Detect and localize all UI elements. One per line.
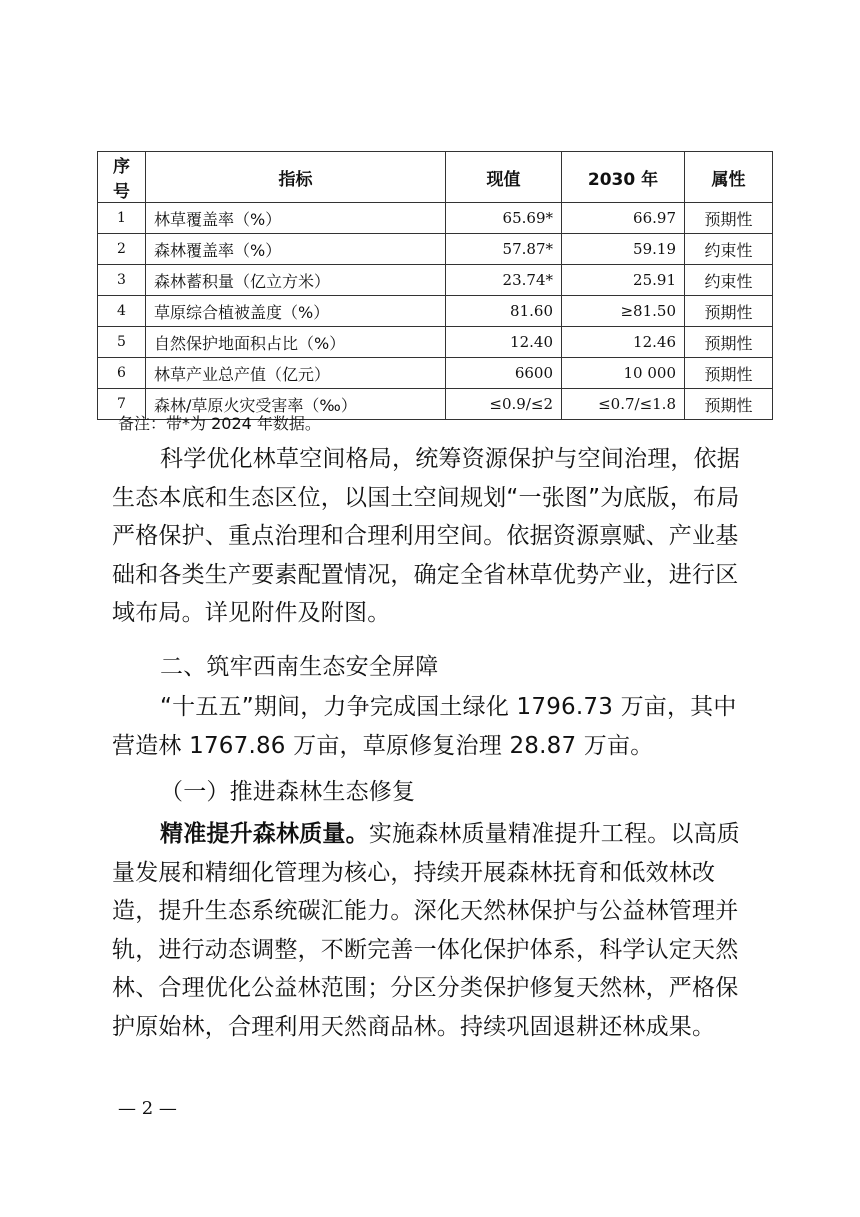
row-no: 6	[98, 358, 146, 389]
table-note: 备注：带*为 2024 年数据。	[118, 414, 321, 433]
row-value: 23.74*	[446, 265, 562, 296]
header-2030: 2030 年	[562, 152, 685, 203]
row-attr: 预期性	[685, 358, 773, 389]
paragraph-text: 实施森林质量精准提升工程。以高质量发展和精细化管理为核心，持续开展森林抚育和低效林改造，提升生态系统碳汇能力。深化天然林保护与公益林管理并轨，进行动态调整，不断完善一体化保护体系，科学认定天然林、合理优化公益林范围；分区分类保护修复天然林，严格保护原始林，合理利用天然商品林。持续巩固退耕还林成果。	[112, 821, 741, 1040]
section-heading-2: 二、筑牢西南生态安全屏障	[160, 654, 439, 680]
row-target: 66.97	[562, 203, 685, 234]
header-indicator: 指标	[146, 152, 446, 203]
row-target: ≥81.50	[562, 296, 685, 327]
row-attr: 预期性	[685, 203, 773, 234]
paragraph-forest-quality	[112, 815, 757, 1046]
row-value: 12.40	[446, 327, 562, 358]
row-no: 4	[98, 296, 146, 327]
row-name: 林草产业总产值（亿元）	[146, 358, 446, 389]
table-row	[98, 234, 773, 265]
row-target: ≤0.7/≤1.8	[562, 389, 685, 420]
row-name: 自然保护地面积占比（%）	[146, 327, 446, 358]
table-row	[98, 358, 773, 389]
row-no: 2	[98, 234, 146, 265]
row-target: 25.91	[562, 265, 685, 296]
row-no: 5	[98, 327, 146, 358]
table-header-row	[98, 152, 773, 203]
paragraph-greening: “十五五”期间，力争完成国土绿化 1796.73 万亩，其中营造林 1767.86 万亩，草原修复治理 28.87 万亩。	[112, 694, 737, 759]
table-row	[98, 265, 773, 296]
table-row	[98, 327, 773, 358]
row-target: 12.46	[562, 327, 685, 358]
row-target: 59.19	[562, 234, 685, 265]
row-attr: 约束性	[685, 265, 773, 296]
row-name: 森林蓄积量（亿立方米）	[146, 265, 446, 296]
row-name: 草原综合植被盖度（%）	[146, 296, 446, 327]
row-no: 1	[98, 203, 146, 234]
row-attr: 预期性	[685, 327, 773, 358]
paragraph-lead-bold: 精准提升森林质量。	[160, 821, 369, 847]
row-target: 10 000	[562, 358, 685, 389]
row-attr: 预期性	[685, 389, 773, 420]
row-name: 森林覆盖率（%）	[146, 234, 446, 265]
row-value: ≤0.9/≤2	[446, 389, 562, 420]
header-current: 现值	[446, 152, 562, 203]
row-attr: 约束性	[685, 234, 773, 265]
table-row	[98, 296, 773, 327]
row-no: 3	[98, 265, 146, 296]
page-number: — 2 —	[118, 1098, 177, 1119]
row-value: 6600	[446, 358, 562, 389]
row-name: 林草覆盖率（%）	[146, 203, 446, 234]
header-attribute: 属性	[685, 152, 773, 203]
subsection-heading-1: （一）推进森林生态修复	[160, 779, 416, 805]
row-attr: 预期性	[685, 296, 773, 327]
row-value: 57.87*	[446, 234, 562, 265]
row-no: 7	[98, 389, 146, 420]
table-row	[98, 203, 773, 234]
row-value: 81.60	[446, 296, 562, 327]
paragraph-layout: 科学优化林草空间格局，统筹资源保护与空间治理，依据生态本底和生态区位，以国土空间规划“一张图”为底版，布局严格保护、重点治理和合理利用空间。依据资源禀赋、产业基础和各类生产要素配置情况，确定全省林草优势产业，进行区域布局。详见附件及附图。	[112, 446, 740, 626]
header-no: 序号	[98, 152, 146, 203]
row-value: 65.69*	[446, 203, 562, 234]
indicator-table	[97, 151, 773, 420]
row-name: 森林/草原火灾受害率（‰）	[146, 389, 446, 420]
